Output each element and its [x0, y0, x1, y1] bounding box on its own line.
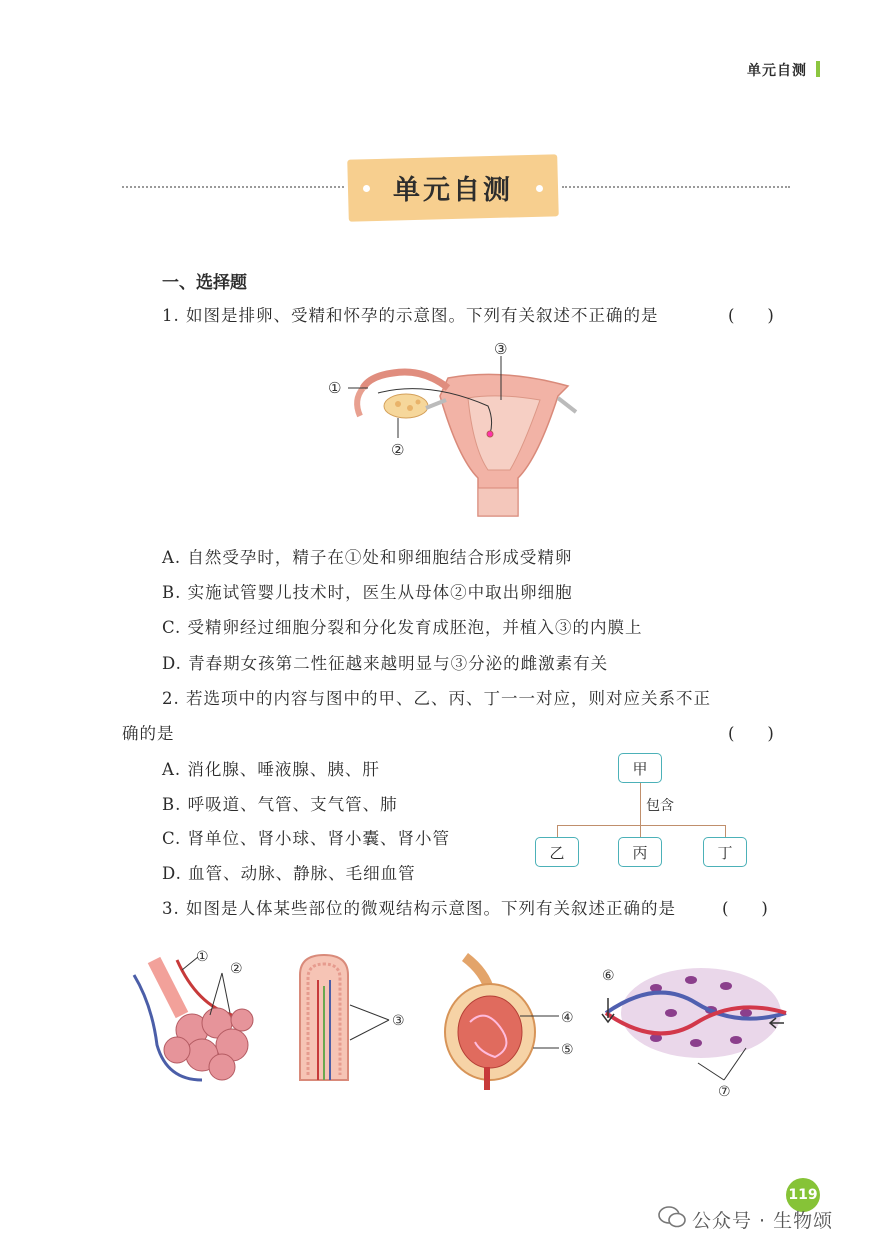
diagram-drop-right: [725, 825, 726, 837]
title-dotted-line-left: [122, 186, 344, 188]
capillary-network-figure: [596, 958, 796, 1100]
q1-option-b: B. 实施试管婴儿技术时，医生从母体②中取出卵细胞: [162, 583, 573, 602]
diagram-node-child-1: 乙: [535, 837, 579, 867]
q3-label-1: ①: [196, 949, 209, 965]
q1-option-a: A. 自然受孕时，精子在①处和卵细胞结合形成受精卵: [162, 548, 573, 567]
q1-label-2: ②: [391, 441, 405, 459]
q3-label-7: ⑦: [718, 1084, 731, 1100]
q3-stem: 3. 如图是人体某些部位的微观结构示意图。下列有关叙述正确的是: [162, 899, 676, 918]
q1-label-3: ③: [494, 340, 508, 358]
alveoli-figure: [122, 945, 282, 1090]
q2-option-a: A. 消化腺、唾液腺、胰、肝: [162, 760, 380, 779]
q2-answer-paren: ( ): [728, 724, 774, 743]
title-dotted-line-right: [562, 186, 790, 188]
diagram-node-child-2: 丙: [618, 837, 662, 867]
page-number: 119: [786, 1178, 820, 1212]
reproductive-system-figure: [318, 338, 580, 518]
diagram-node-top: 甲: [618, 753, 662, 783]
page-title: 单元自测: [393, 175, 513, 206]
header-accent-bar: [816, 61, 820, 77]
q3-answer-paren: ( ): [722, 899, 768, 918]
q1-option-d: D. 青春期女孩第二性征越来越明显与③分泌的雌激素有关: [162, 654, 609, 673]
q1-stem: 1. 如图是排卵、受精和怀孕的示意图。下列有关叙述不正确的是: [162, 306, 659, 325]
q2-option-b: B. 呼吸道、气管、支气管、肺: [162, 795, 398, 814]
q3-label-4: ④: [561, 1010, 574, 1026]
diagram-stem-line: [640, 783, 641, 825]
watermark-text: 公众号 · 生物颂: [692, 1210, 834, 1232]
q2-stem-line2: 确的是: [122, 724, 175, 743]
diagram-node-child-3: 丁: [703, 837, 747, 867]
diagram-relation-label: 包含: [646, 798, 674, 814]
q1-option-c: C. 受精卵经过细胞分裂和分化发育成胚泡，并植入③的内膜上: [162, 618, 643, 637]
diagram-drop-mid: [640, 825, 641, 837]
q1-answer-paren: ( ): [728, 306, 774, 325]
q2-stem-line1: 2. 若选项中的内容与图中的甲、乙、丙、丁一一对应，则对应关系不正: [162, 689, 711, 708]
q2-option-c: C. 肾单位、肾小球、肾小囊、肾小管: [162, 829, 451, 848]
diagram-branch-line: [557, 825, 725, 826]
wechat-icon: [658, 1205, 686, 1229]
villus-figure: [292, 950, 422, 1085]
q3-label-3: ③: [392, 1013, 405, 1029]
running-header: 单元自测: [747, 63, 807, 79]
q1-label-1: ①: [328, 379, 342, 397]
q3-label-2: ②: [230, 961, 243, 977]
q3-label-5: ⑤: [561, 1042, 574, 1058]
renal-corpuscle-figure: [435, 952, 585, 1092]
section-heading: 一、选择题: [162, 273, 247, 293]
q2-option-d: D. 血管、动脉、静脉、毛细血管: [162, 864, 416, 883]
diagram-drop-left: [557, 825, 558, 837]
q3-label-6: ⑥: [602, 968, 615, 984]
